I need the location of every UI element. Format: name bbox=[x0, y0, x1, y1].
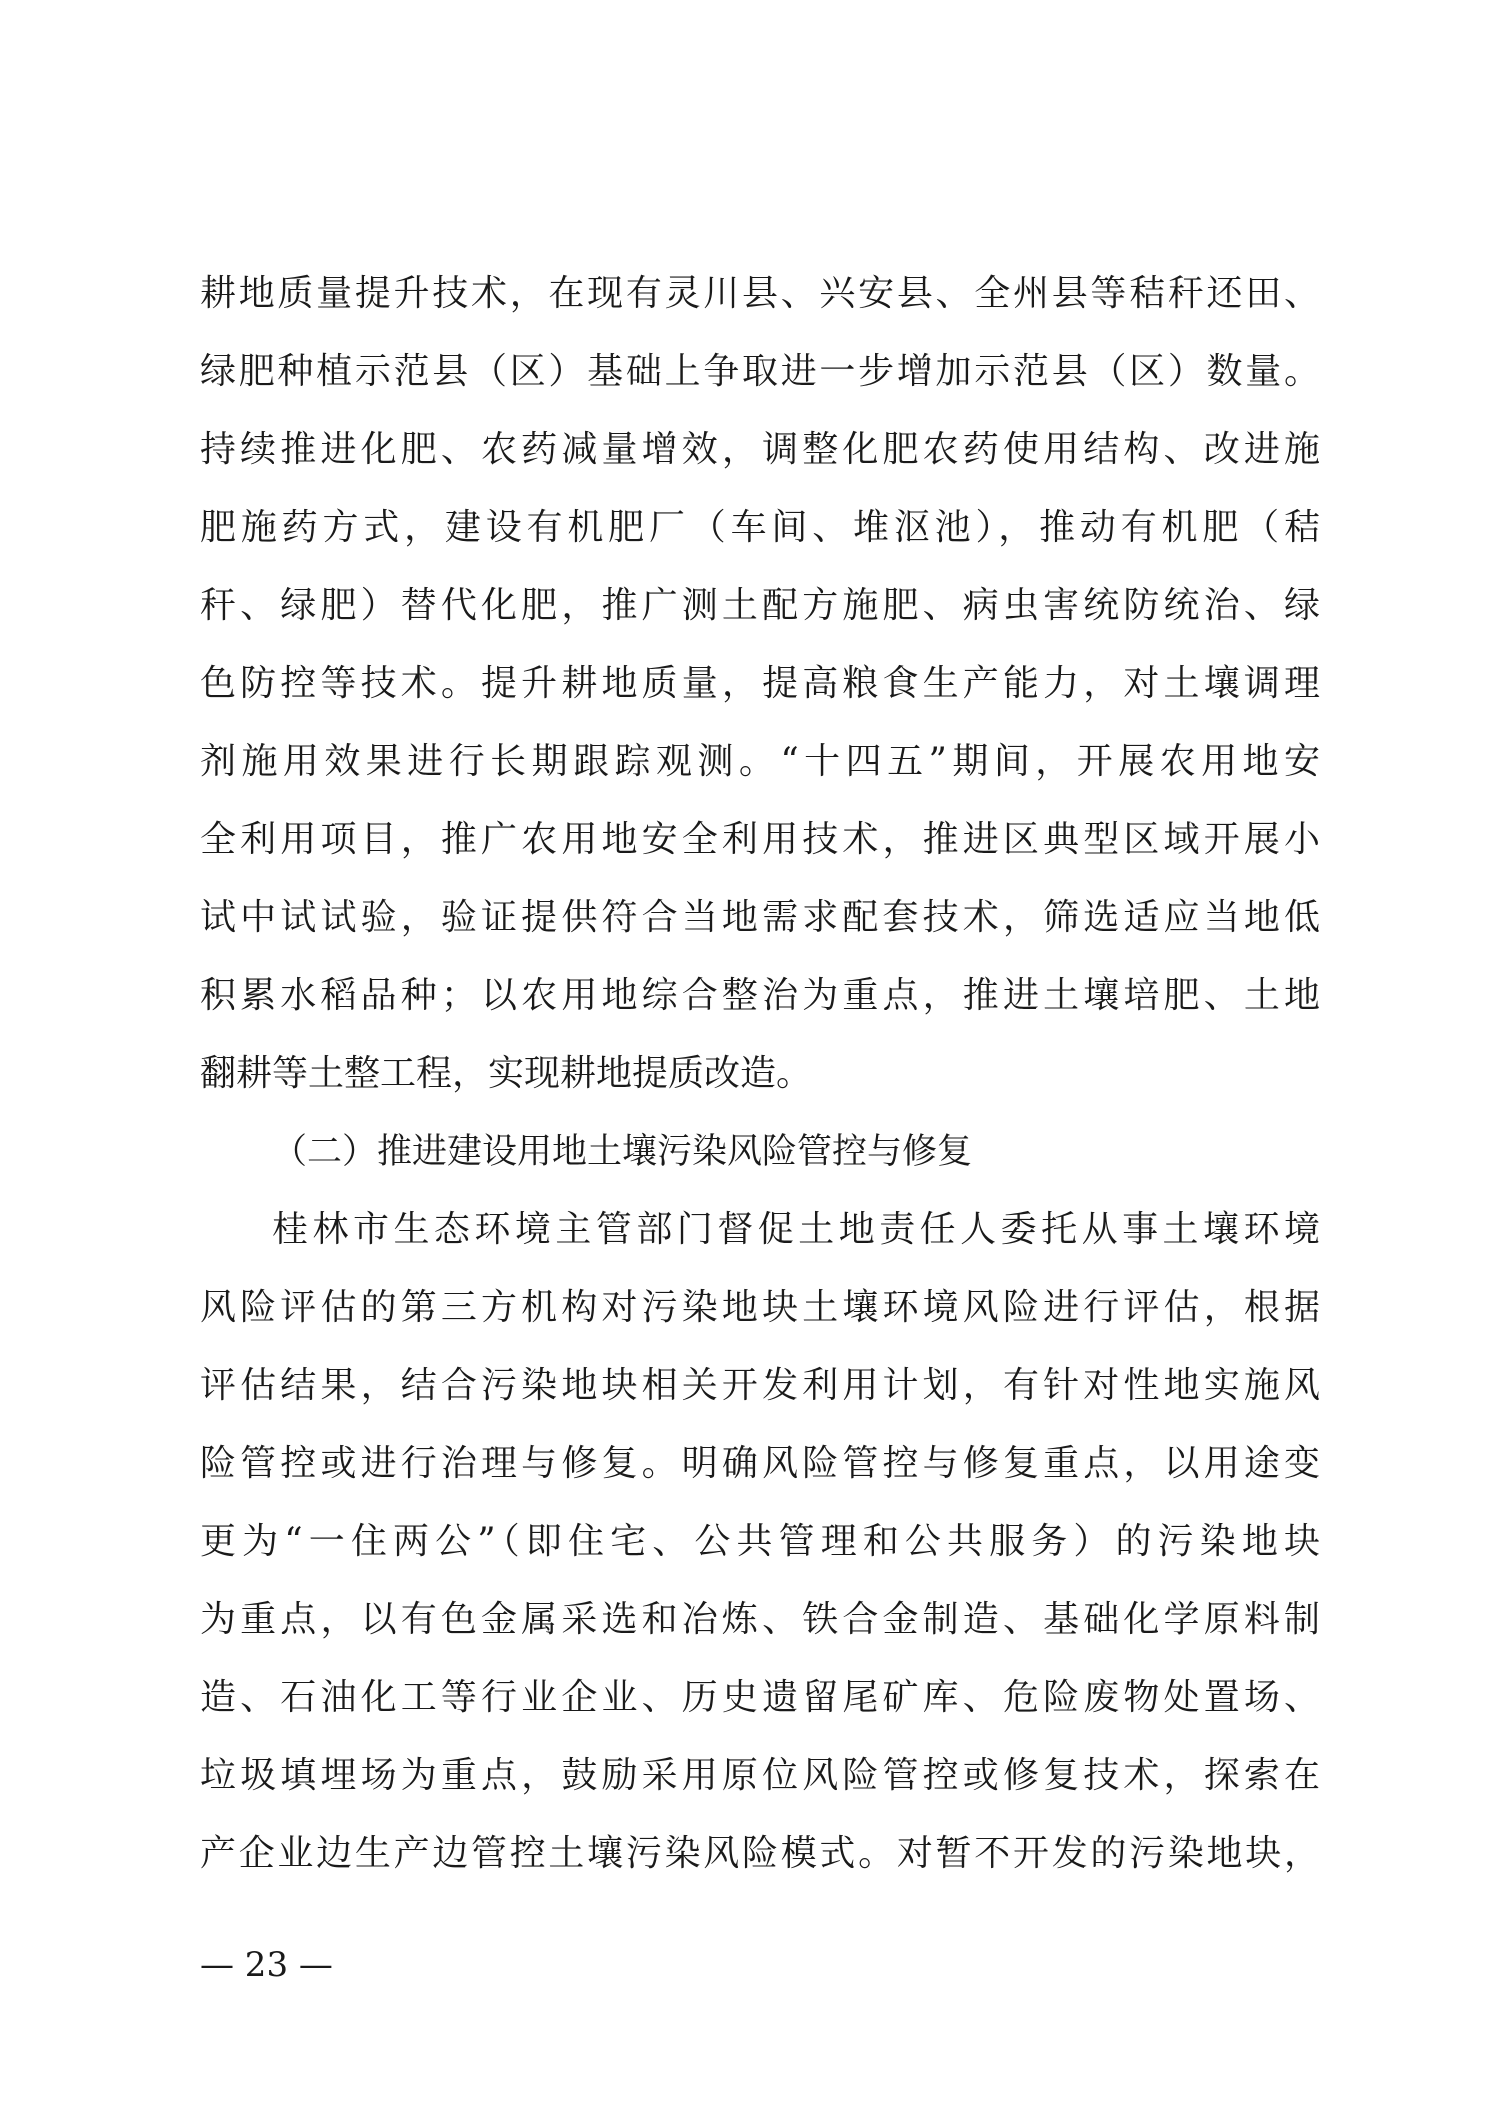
text-line: 持续推进化肥、农药减量增效，调整化肥农药使用结构、改进施 bbox=[200, 429, 1320, 470]
text-line: 风险评估的第三方机构对污染地块土壤环境风险进行评估，根据 bbox=[200, 1287, 1320, 1328]
document-body bbox=[200, 255, 1320, 1893]
text-line: 桂林市生态环境主管部门督促土地责任人委托从事土壤环境 bbox=[272, 1209, 1320, 1250]
text-line: 全利用项目，推广农用地安全利用技术，推进区典型区域开展小 bbox=[200, 819, 1320, 860]
text-line: 造、石油化工等行业企业、历史遗留尾矿库、危险废物处置场、 bbox=[200, 1677, 1320, 1718]
text-line: 产企业边生产边管控土壤污染风险模式。对暂不开发的污染地块， bbox=[200, 1833, 1320, 1874]
text-line: 为重点，以有色金属采选和冶炼、铁合金制造、基础化学原料制 bbox=[200, 1599, 1320, 1640]
text-line: 翻耕等土整工程，实现耕地提质改造。 bbox=[200, 1053, 813, 1094]
text-line: 肥施药方式，建设有机肥厂（车间、堆沤池），推动有机肥（秸 bbox=[200, 507, 1320, 548]
text-line: 绿肥种植示范县（区）基础上争取进一步增加示范县（区）数量。 bbox=[200, 351, 1320, 392]
text-line: 评估结果，结合污染地块相关开发利用计划，有针对性地实施风 bbox=[200, 1365, 1320, 1406]
text-line: 剂施用效果进行长期跟踪观测。“十四五”期间，开展农用地安 bbox=[200, 741, 1320, 782]
text-line: 积累水稻品种；以农用地综合整治为重点，推进土壤培肥、土地 bbox=[200, 975, 1320, 1016]
page-number: — 23 — bbox=[200, 1945, 333, 1985]
text-line: 险管控或进行治理与修复。明确风险管控与修复重点，以用途变 bbox=[200, 1443, 1320, 1484]
text-line: 更为“一住两公”（即住宅、公共管理和公共服务）的污染地块 bbox=[200, 1521, 1320, 1562]
text-line: 秆、绿肥）替代化肥，推广测土配方施肥、病虫害统防统治、绿 bbox=[200, 585, 1320, 626]
text-line: 试中试试验，验证提供符合当地需求配套技术，筛选适应当地低 bbox=[200, 897, 1320, 938]
text-line: 色防控等技术。提升耕地质量，提高粮食生产能力，对土壤调理 bbox=[200, 663, 1320, 704]
text-line: 耕地质量提升技术，在现有灵川县、兴安县、全州县等秸秆还田、 bbox=[200, 273, 1320, 314]
section-heading: （二）推进建设用地土壤污染风险管控与修复 bbox=[272, 1132, 973, 1172]
text-line: 垃圾填埋场为重点，鼓励采用原位风险管控或修复技术，探索在 bbox=[200, 1755, 1320, 1796]
